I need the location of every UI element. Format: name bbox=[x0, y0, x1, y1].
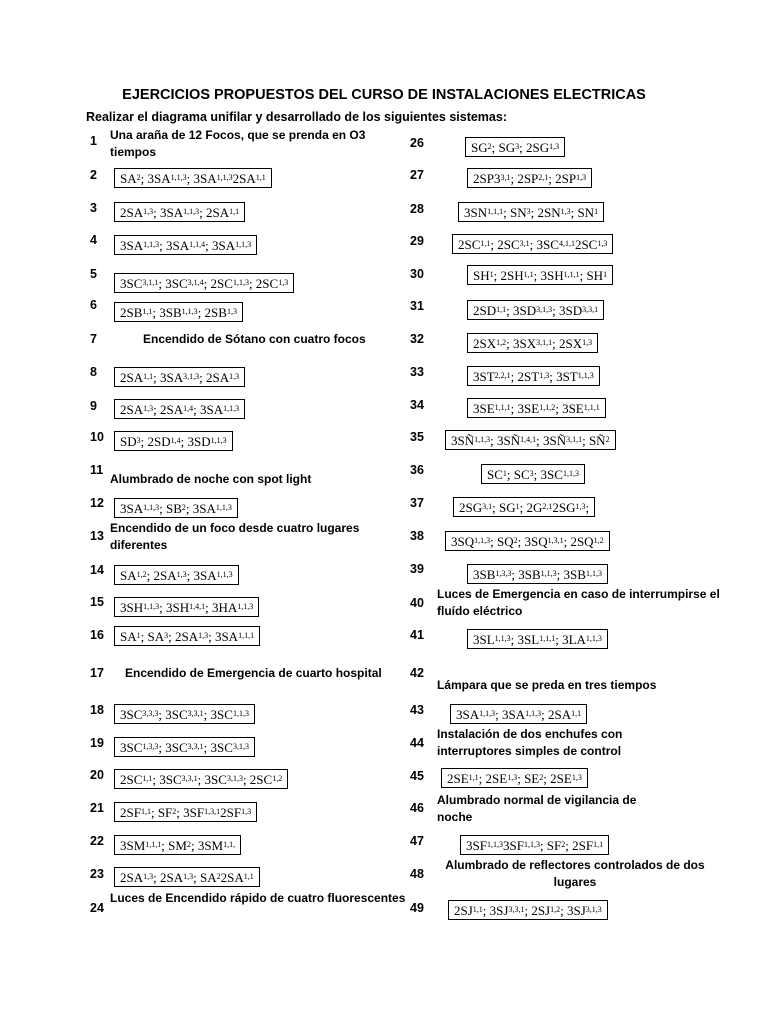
exercise-number: 35 bbox=[410, 430, 424, 444]
switch-formula-box: 3SF 1,1,3 3SF 1,1,3 ; SF 2 ; 2SF 1,1 bbox=[460, 835, 609, 855]
exercise-number: 40 bbox=[410, 596, 424, 610]
switch-formula-box: 2SA 1,1 ; 3SA 3,1,3 ; 2SA 1,3 bbox=[114, 367, 245, 387]
switch-formula-box: SA 1,2 ; 2SA 1,3 ; 3SA 1,1,3 bbox=[114, 565, 239, 585]
exercise-number: 36 bbox=[410, 463, 424, 477]
exercise-number: 6 bbox=[90, 298, 97, 312]
switch-formula-box: 3SC 3,1,1 ; 3SC 3,1,4 ; 2SC 1,1,3 ; 2SC 1,3 bbox=[114, 273, 294, 293]
switch-formula-box: 3SA 1,1,3 ; 3SA 1,1,3 ; 2SA 1,1 bbox=[450, 704, 587, 724]
exercise-description: Una araña de 12 Focos, que se prenda en O3 tiempos bbox=[110, 128, 366, 159]
exercise-number: 47 bbox=[410, 834, 424, 848]
switch-formula-box: 3SM 1,1,1 ; SM 2 ; 3SM 1,1, bbox=[114, 835, 241, 855]
exercise-number: 2 bbox=[90, 168, 97, 182]
exercise-number: 41 bbox=[410, 628, 424, 642]
exercise-number: 24 bbox=[90, 901, 104, 915]
switch-formula-box: 3SN 1,1,1 ; SN 3 ; 2SN 1,3 ; SN 1 bbox=[458, 202, 604, 222]
exercise-description: Encendido de Sótano con cuatro focos bbox=[143, 332, 366, 346]
exercise-description: Luces de Emergencia en caso de interrumpirse el fluído eléctrico bbox=[437, 587, 720, 618]
exercise-description: Lámpara que se preda en tres tiempos bbox=[437, 678, 657, 692]
switch-formula-box: 2SC 1,1 ; 3SC 3,3,1 ; 3SC 3,1,3 ; 2SC 1,2 bbox=[114, 769, 288, 789]
exercise-number: 8 bbox=[90, 365, 97, 379]
exercise-description: Encendido de Emergencia de cuarto hospital bbox=[125, 666, 382, 680]
switch-formula-box: 2SP3 3,1 ; 2SP 2,1 ; 2SP 1,3 bbox=[467, 168, 592, 188]
exercise-number: 33 bbox=[410, 365, 424, 379]
exercise-number: 34 bbox=[410, 398, 424, 412]
exercise-number: 20 bbox=[90, 768, 104, 782]
exercise-number: 49 bbox=[410, 901, 424, 915]
exercise-description: Encendido de un foco desde cuatro lugares diferentes bbox=[110, 521, 360, 552]
switch-formula-box: 3SC 1,3,3 ; 3SC 3,3,1 ; 3SC 3,1,3 bbox=[114, 737, 255, 757]
exercise-number: 9 bbox=[90, 399, 97, 413]
exercise-number: 31 bbox=[410, 299, 424, 313]
exercise-number: 23 bbox=[90, 867, 104, 881]
switch-formula-box: 3ST 2,2,1 ; 2ST 1,3 ; 3ST 1,1,3 bbox=[467, 366, 600, 386]
exercise-number: 4 bbox=[90, 233, 97, 247]
exercise-description: Instalación de dos enchufes con interruptores simples de control bbox=[437, 727, 623, 758]
switch-formula-box: 3SQ 1,1,3 ; SQ 2 ; 3SQ 1,3,1 ; 2SQ 1,2 bbox=[445, 531, 610, 551]
exercise-number: 26 bbox=[410, 136, 424, 150]
switch-formula-box: 2SA 1,3 ; 3SA 1,1,3 ; 2SA 1,1 bbox=[114, 202, 245, 222]
switch-formula-box: 3SA 1,1,3 ; SB 2 ; 3SA 1,1,3 bbox=[114, 498, 238, 518]
switch-formula-box: 3SH 1,1,3 ; 3SH 1,4,1 ; 3HA 1,1,3 bbox=[114, 597, 259, 617]
switch-formula-box: 3SC 3,3,3 ; 3SC 3,3,1 ; 3SC 1,1,3 bbox=[114, 704, 255, 724]
exercise-number: 12 bbox=[90, 496, 104, 510]
exercise-number: 39 bbox=[410, 562, 424, 576]
exercise-number: 10 bbox=[90, 430, 104, 444]
switch-formula-box: 2SB 1,1 ; 3SB 1,1,3 ; 2SB 1,3 bbox=[114, 302, 243, 322]
exercise-number: 7 bbox=[90, 332, 97, 346]
switch-formula-box: 2SA 1,3 ; 2SA 1,3 ; SA 2 2SA 1,1 bbox=[114, 867, 260, 887]
exercise-number: 44 bbox=[410, 736, 424, 750]
switch-formula-box: 3SL 1,1,3 ; 3SL 1,1,1 ; 3LA 1,1,3 bbox=[467, 629, 608, 649]
exercise-number: 43 bbox=[410, 703, 424, 717]
switch-formula-box: SH 1 ; 2SH 1,1 ; 3SH 1,1,1 ; SH 1 bbox=[467, 265, 613, 285]
exercise-number: 21 bbox=[90, 801, 104, 815]
exercise-number: 45 bbox=[410, 769, 424, 783]
exercise-number: 30 bbox=[410, 267, 424, 281]
exercise-number: 38 bbox=[410, 529, 424, 543]
switch-formula-box: 2SJ 1,1 ; 3SJ 3,3,1 ; 2SJ 1,2 ; 3SJ 3,1,3 bbox=[448, 900, 608, 920]
exercise-number: 11 bbox=[90, 463, 104, 477]
switch-formula-box: SC 1 ; SC 3 ; 3SC 1,1,3 bbox=[481, 464, 585, 484]
exercise-number: 42 bbox=[410, 666, 424, 680]
exercise-number: 37 bbox=[410, 496, 424, 510]
switch-formula-box: 2SF 1,1 ; SF 2 ; 3SF 1,3,1 2SF 1,3 bbox=[114, 802, 257, 822]
switch-formula-box: SA 1 ; SA 3 ; 2SA 1,3 ; 3SA 1,1,1 bbox=[114, 626, 260, 646]
exercise-number: 14 bbox=[90, 563, 104, 577]
exercise-number: 22 bbox=[90, 834, 104, 848]
exercise-number: 5 bbox=[90, 267, 97, 281]
exercise-number: 32 bbox=[410, 332, 424, 346]
switch-formula-box: 3SÑ 1,1,3 ; 3SÑ 1,4,1 ; 3SÑ 3,1,1 ; SÑ 2 bbox=[445, 430, 616, 450]
exercise-number: 16 bbox=[90, 628, 104, 642]
exercise-number: 19 bbox=[90, 736, 104, 750]
switch-formula-box: SA 2 ; 3SA 1,1,3 ; 3SA 1,1,3 2SA 1,1 bbox=[114, 168, 272, 188]
switch-formula-box: 3SA 1,1,3 ; 3SA 1,1,4 ; 3SA 1,1,3 bbox=[114, 235, 257, 255]
switch-formula-box: 2SE 1,1 ; 2SE 1,3 ; SE 2 ; 2SE 1,3 bbox=[441, 768, 588, 788]
exercise-number: 1 bbox=[90, 134, 97, 148]
exercise-description: Alumbrado normal de vigilancia de noche bbox=[437, 793, 637, 824]
exercise-number: 13 bbox=[90, 529, 104, 543]
switch-formula-box: 2SG 3,1 ; SG 1 ; 2G 2,1 2SG 1,3 ; bbox=[453, 497, 595, 517]
switch-formula-box: 2SC 1,1 ; 2SC 3,1 ; 3SC 4,1,1 2SC 1,3 bbox=[452, 234, 613, 254]
exercise-description: Alumbrado de reflectores controlados de dos lugares bbox=[445, 858, 705, 889]
switch-formula-box: 2SX 1,2 ; 3SX 3,1,1 ; 2SX 1,3 bbox=[467, 333, 598, 353]
switch-formula-box: 3SE 1,1,1 ; 3SE 1,1,2 ; 3SE 1,1,1 bbox=[467, 398, 606, 418]
exercise-number: 28 bbox=[410, 202, 424, 216]
exercise-number: 48 bbox=[410, 867, 424, 881]
document-title: EJERCICIOS PROPUESTOS DEL CURSO DE INSTALACIONES ELECTRICAS bbox=[122, 87, 646, 103]
switch-formula-box: 3SB 1,3,3 ; 3SB 1,1,3 ; 3SB 1,1,3 bbox=[467, 564, 608, 584]
switch-formula-box: 2SA 1,3 ; 2SA 1,4 ; 3SA 1,1,3 bbox=[114, 399, 245, 419]
exercise-number: 15 bbox=[90, 595, 104, 609]
instructions: Realizar el diagrama unifilar y desarrollado de los siguientes sistemas: bbox=[86, 110, 507, 124]
exercise-number: 46 bbox=[410, 801, 424, 815]
exercise-number: 27 bbox=[410, 168, 424, 182]
switch-formula-box: SG 2 ; SG 3 ; 2SG 1,3 bbox=[465, 137, 565, 157]
exercise-number: 17 bbox=[90, 666, 104, 680]
exercise-number: 3 bbox=[90, 201, 97, 215]
switch-formula-box: SD 3 ; 2SD 1,4 ; 3SD 1,1,3 bbox=[114, 431, 233, 451]
exercise-description: Alumbrado de noche con spot light bbox=[110, 472, 312, 486]
switch-formula-box: 2SD 1,1 ; 3SD 3,1,3 ; 3SD 3,3,1 bbox=[467, 300, 604, 320]
exercise-number: 18 bbox=[90, 703, 104, 717]
exercise-description: Luces de Encendido rápido de cuatro fluorescentes bbox=[110, 891, 406, 905]
exercise-number: 29 bbox=[410, 234, 424, 248]
